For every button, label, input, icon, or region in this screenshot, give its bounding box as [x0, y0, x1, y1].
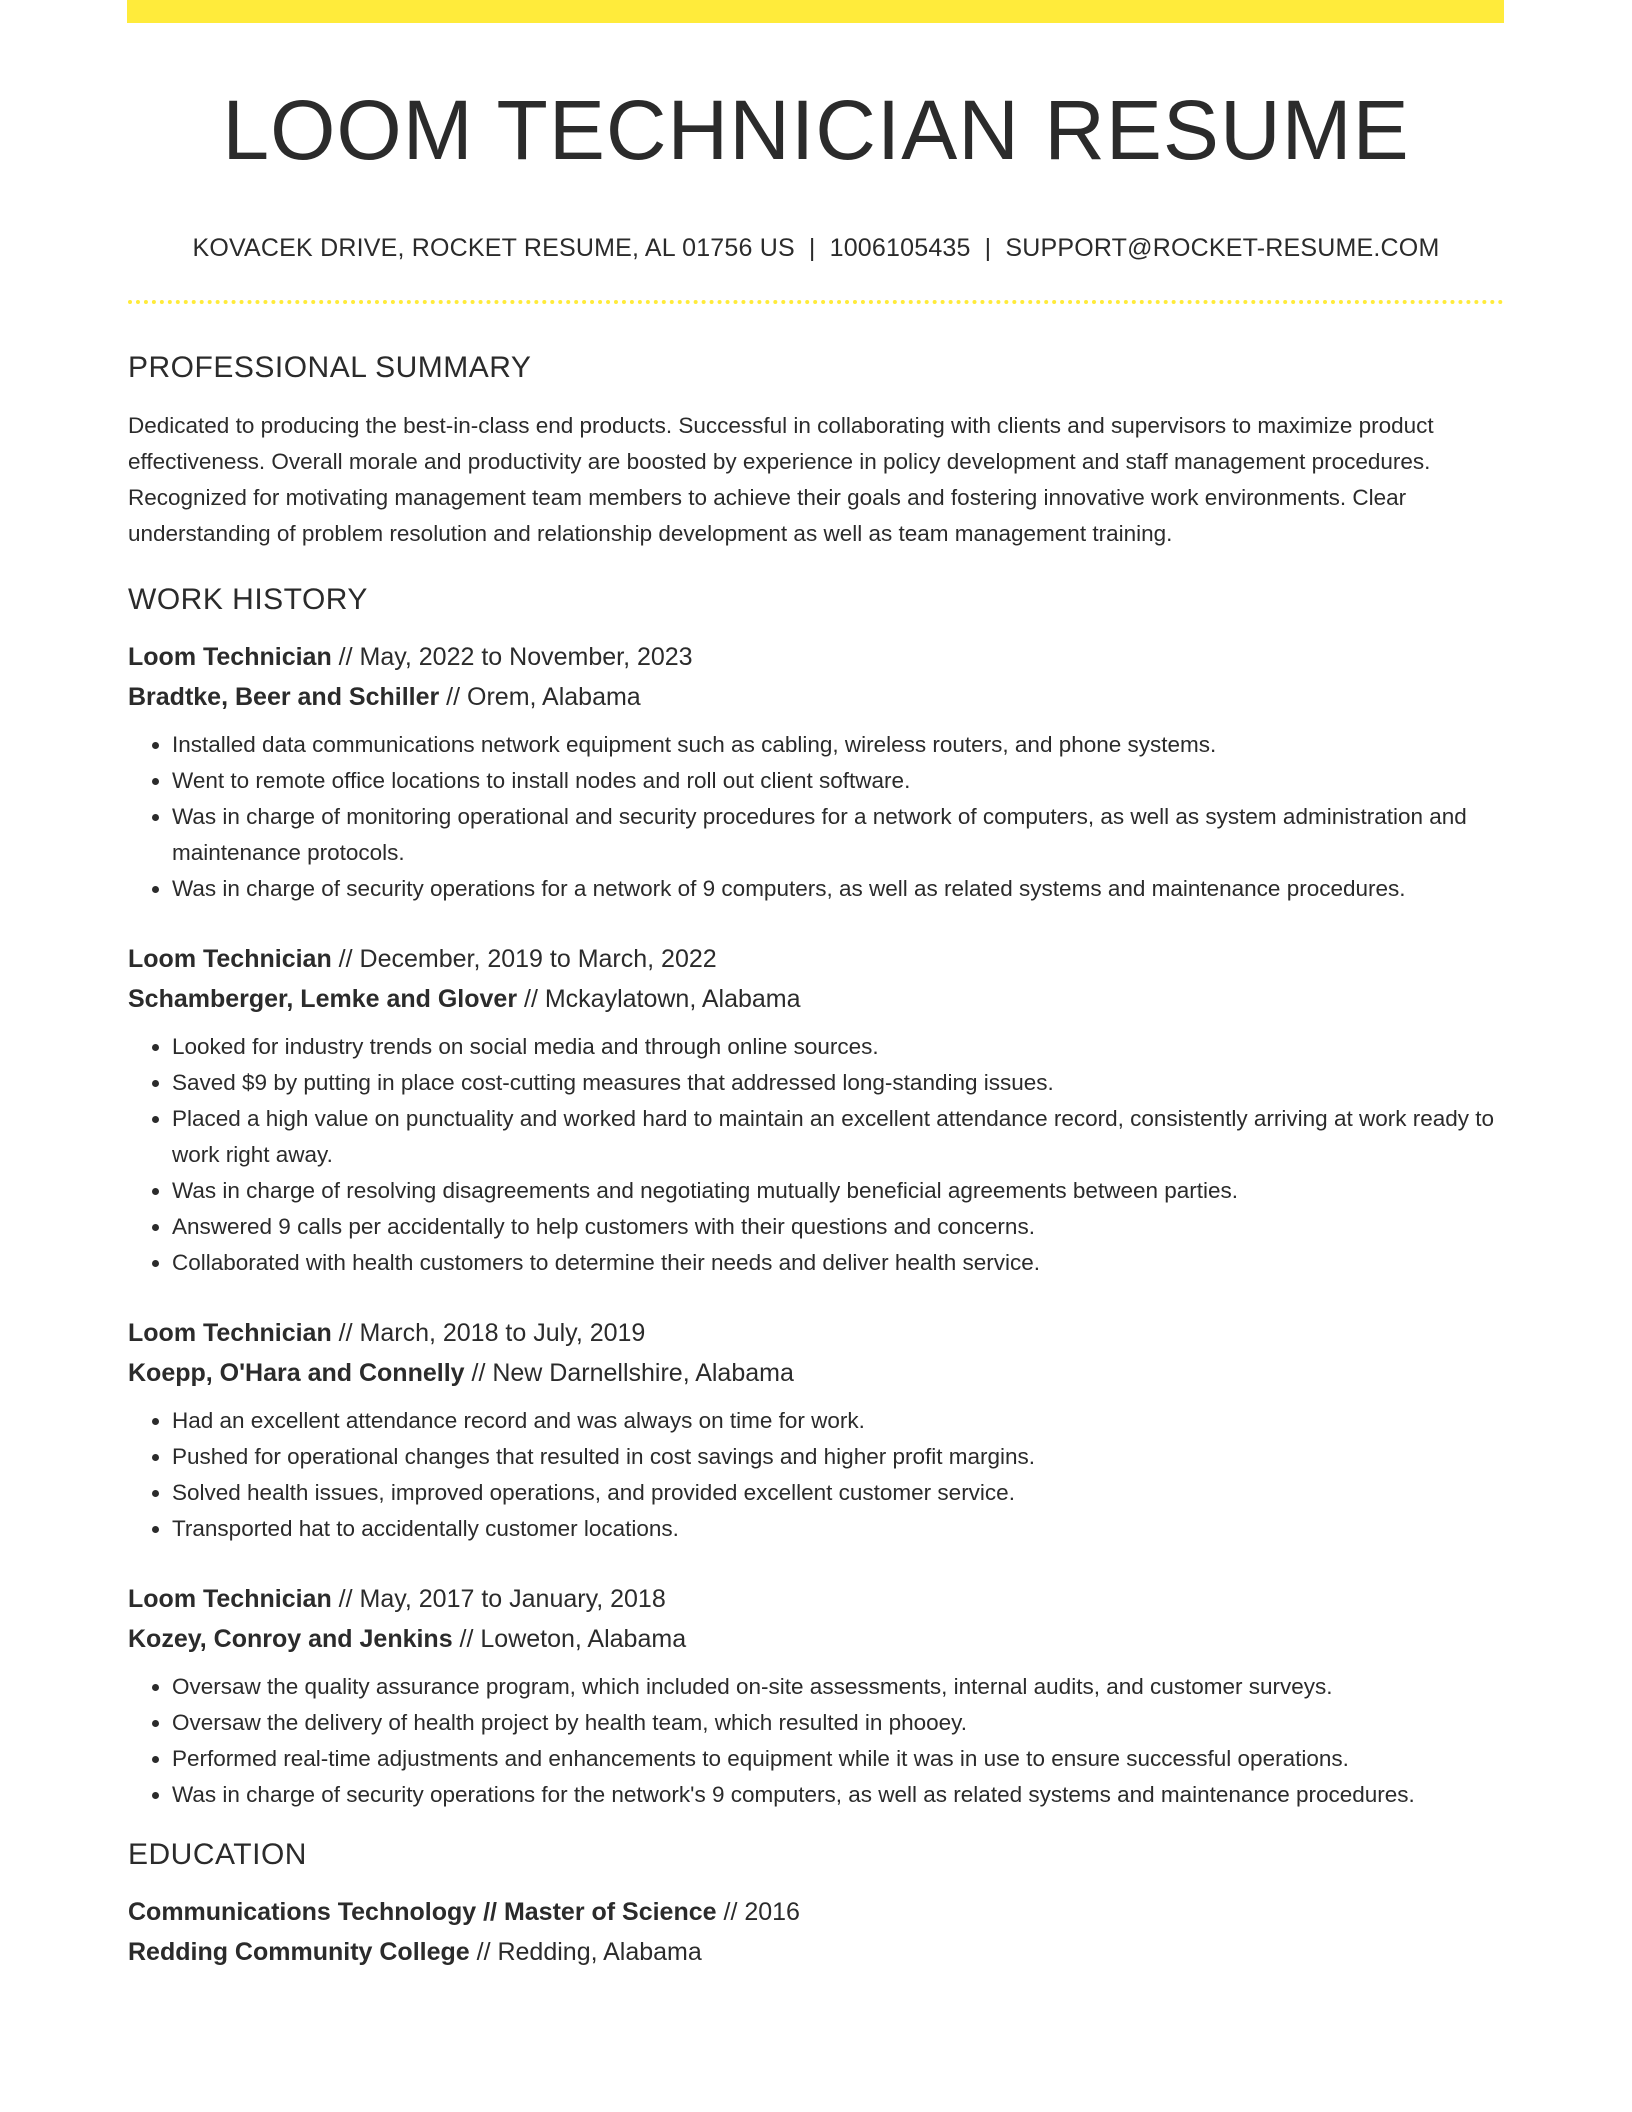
job-company-line	[128, 1619, 1504, 1659]
job-location: // Mckaylatown, Alabama	[517, 985, 801, 1013]
contact-separator: |	[984, 234, 992, 262]
job-title-line	[128, 1579, 1504, 1619]
job-bullet: • Pushed for operational changes that resulted in cost savings and higher profit margins.	[172, 1439, 1504, 1475]
job-location: // New Darnellshire, Alabama	[464, 1359, 794, 1387]
summary-heading: PROFESSIONAL SUMMARY	[128, 351, 532, 384]
job-bullets	[128, 1403, 1504, 1547]
job-bullet: • Answered 9 calls per accidentally to help customers with their questions and concerns.	[172, 1209, 1504, 1245]
job-company: Schamberger, Lemke and Glover	[128, 985, 518, 1013]
job-company-line	[128, 1353, 1504, 1393]
job-bullet: • Was in charge of resolving disagreements and negotiating mutually beneficial agreements between parties.	[172, 1173, 1504, 1209]
job-title: Loom Technician	[128, 1319, 332, 1347]
contact-email: SUPPORT@ROCKET-RESUME.COM	[1005, 234, 1440, 262]
job-bullets	[128, 1669, 1504, 1813]
education-school: Redding Community College	[128, 1938, 470, 1966]
job-company: Koepp, O'Hara and Connelly	[128, 1359, 465, 1387]
job-title-line	[128, 637, 1504, 677]
job-bullet: • Oversaw the quality assurance program, which included on-site assessments, internal audits, and customer surveys.	[172, 1669, 1504, 1705]
job-bullet: • Went to remote office locations to install nodes and roll out client software.	[172, 763, 1504, 799]
job-title-line	[128, 939, 1504, 979]
job-bullets	[128, 727, 1504, 907]
resume-title: LOOM TECHNICIAN RESUME	[222, 83, 1410, 177]
job-location: // Orem, Alabama	[439, 683, 641, 711]
contact-phone: 1006105435	[829, 234, 971, 262]
job-bullet: • Transported hat to accidentally customer locations.	[172, 1511, 1504, 1547]
contact-line	[128, 232, 1504, 264]
education-degree: Communications Technology // Master of Science	[128, 1898, 717, 1926]
job-title: Loom Technician	[128, 643, 332, 671]
job-title: Loom Technician	[128, 945, 332, 973]
resume-content	[128, 0, 1504, 1972]
job-bullet: • Collaborated with health customers to determine their needs and deliver health service.	[172, 1245, 1504, 1281]
job-bullet: • Saved $9 by putting in place cost-cutting measures that addressed long-standing issues.	[172, 1065, 1504, 1101]
job-bullet: • Was in charge of security operations for a network of 9 computers, as well as related systems and maintenance procedures.	[172, 871, 1504, 907]
education-degree-line	[128, 1892, 1504, 1932]
job-dates: // March, 2018 to July, 2019	[331, 1319, 646, 1347]
job-dates: // May, 2017 to January, 2018	[331, 1585, 666, 1613]
job-company-line	[128, 677, 1504, 717]
job-bullet: • Was in charge of security operations for the network's 9 computers, as well as related systems and maintenance procedures.	[172, 1777, 1504, 1813]
job-title: Loom Technician	[128, 1585, 332, 1613]
job-entry	[128, 1313, 1504, 1547]
education-entry	[128, 1892, 1504, 1972]
job-bullet: • Placed a high value on punctuality and worked hard to maintain an excellent attendance record, consistently arriving at work ready to work right away.	[172, 1101, 1504, 1173]
education-heading: EDUCATION	[128, 1838, 307, 1871]
job-bullet: • Looked for industry trends on social media and through online sources.	[172, 1029, 1504, 1065]
job-company: Kozey, Conroy and Jenkins	[128, 1625, 453, 1653]
job-company-line	[128, 979, 1504, 1019]
job-bullet: • Installed data communications network equipment such as cabling, wireless routers, and phone systems.	[172, 727, 1504, 763]
job-bullet: • Was in charge of monitoring operational and security procedures for a network of computers, as well as system administration and maintenance protocols.	[172, 799, 1504, 871]
education-location: // Redding, Alabama	[469, 1938, 702, 1966]
contact-separator: |	[808, 234, 816, 262]
job-dates: // December, 2019 to March, 2022	[331, 945, 717, 973]
job-dates: // May, 2022 to November, 2023	[331, 643, 693, 671]
job-entry	[128, 637, 1504, 907]
job-entry	[128, 1579, 1504, 1813]
job-title-line	[128, 1313, 1504, 1353]
job-bullet: • Oversaw the delivery of health project by health team, which resulted in phooey.	[172, 1705, 1504, 1741]
job-bullet: • Solved health issues, improved operations, and provided excellent customer service.	[172, 1475, 1504, 1511]
education-year: // 2016	[716, 1898, 800, 1926]
job-bullet: • Had an excellent attendance record and was always on time for work.	[172, 1403, 1504, 1439]
job-entry	[128, 939, 1504, 1281]
work-history-heading: WORK HISTORY	[128, 583, 368, 616]
education-school-line	[128, 1932, 1504, 1972]
job-bullets	[128, 1029, 1504, 1281]
dotted-divider	[128, 300, 1504, 304]
contact-address: KOVACEK DRIVE, ROCKET RESUME, AL 01756 US	[192, 234, 795, 262]
job-company: Bradtke, Beer and Schiller	[128, 683, 440, 711]
job-bullet: • Performed real-time adjustments and enhancements to equipment while it was in use to ensure successful operations.	[172, 1741, 1504, 1777]
summary-text: Dedicated to producing the best-in-class end products. Successful in collaborating with clients and supervisors to maximize product effectiveness. Overall morale and productivity are boosted by experience in policy development and staff management procedures. Recognized for motivating management team members to achieve their goals and fostering innovative work environments. Clear understanding of problem resolution and relationship development as well as team management training.	[128, 413, 1434, 546]
job-location: // Loweton, Alabama	[452, 1625, 687, 1653]
